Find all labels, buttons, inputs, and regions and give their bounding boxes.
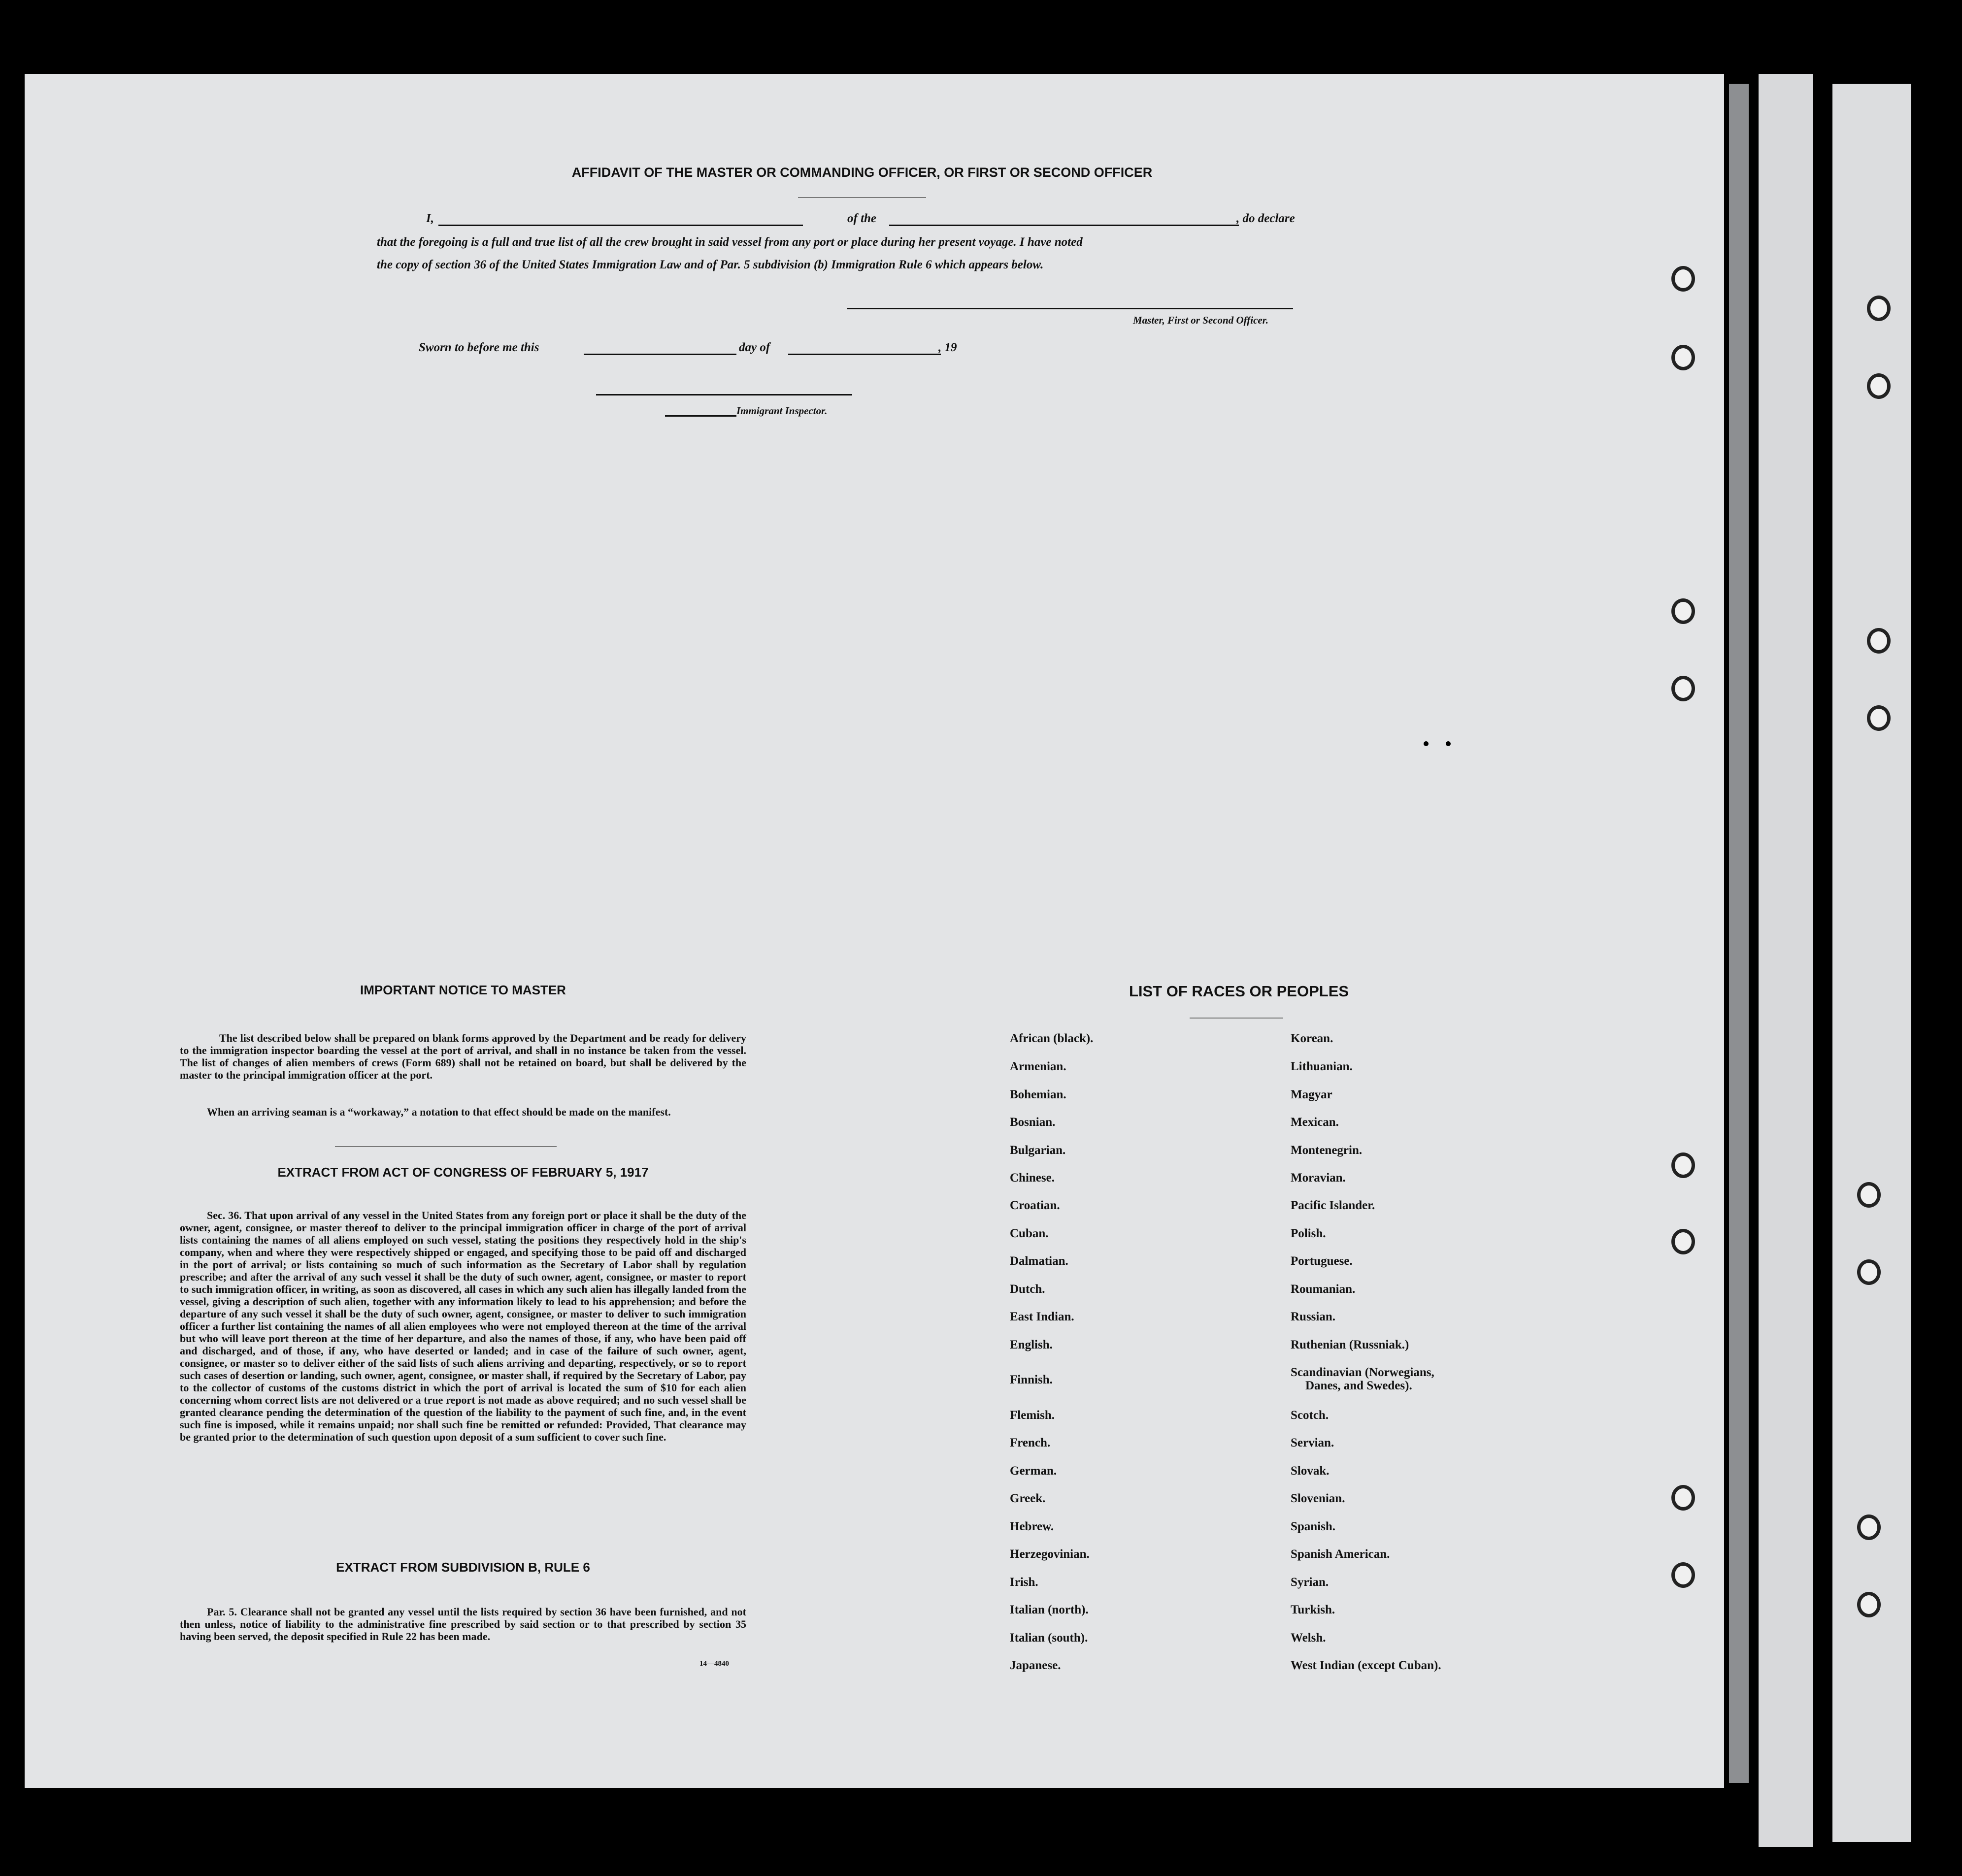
race-item: Magyar (1291, 1088, 1332, 1101)
race-item: Dutch. (1010, 1283, 1045, 1296)
race-item: Roumanian. (1291, 1283, 1356, 1296)
inspector-short-line (665, 415, 736, 417)
affidavit-line1-mid: of the (847, 212, 877, 225)
day-blank-line[interactable] (584, 354, 736, 355)
sworn-day: day of (739, 341, 770, 354)
race-item: Croatian. (1010, 1199, 1060, 1212)
race-item: Italian (south). (1010, 1631, 1088, 1645)
race-item: Greek. (1010, 1492, 1046, 1505)
race-item: Armenian. (1010, 1060, 1066, 1073)
race-item: French. (1010, 1436, 1051, 1449)
race-item: Korean. (1291, 1032, 1333, 1045)
month-blank-line[interactable] (788, 354, 941, 355)
punch-hole (1857, 1514, 1881, 1540)
race-item: Turkish. (1291, 1603, 1335, 1616)
punch-hole (1867, 296, 1891, 321)
sworn-year: , 19 (938, 341, 957, 354)
race-item: Spanish American. (1291, 1547, 1390, 1561)
race-item: West Indian (except Cuban). (1291, 1659, 1441, 1672)
race-item: Scandinavian (Norwegians, (1291, 1366, 1434, 1379)
signature-line[interactable] (847, 308, 1293, 309)
race-item: African (black). (1010, 1032, 1094, 1045)
rule-text: Par. 5. Clearance shall not be granted any vessel until the lists required by section 36 have been furnished, and not then unless, notice of liability to the administrative fine prescribed by said section or to that prescribed by section 35 having been served, the deposit specified in Rule 22 has been made. (180, 1606, 746, 1643)
divider (1190, 1018, 1283, 1019)
divider (798, 197, 926, 198)
race-item: Bohemian. (1010, 1088, 1066, 1101)
punch-hole (1671, 1562, 1695, 1588)
vessel-blank-line[interactable] (889, 225, 1239, 226)
race-item: Servian. (1291, 1436, 1334, 1449)
race-item: Slovenian. (1291, 1492, 1345, 1505)
race-item: English. (1010, 1338, 1053, 1351)
notice-paragraph-2: When an arriving seaman is a “workaway,” a notation to that effect should be made on the manifest. (207, 1106, 671, 1118)
race-item: Herzegovinian. (1010, 1547, 1090, 1561)
race-item: Russian. (1291, 1310, 1336, 1323)
inspector-signature-line[interactable] (596, 394, 852, 395)
punch-hole (1671, 345, 1695, 370)
race-item: Irish. (1010, 1576, 1038, 1589)
race-item: Slovak. (1291, 1464, 1330, 1478)
races-title: LIST OF RACES OR PEOPLES (1129, 983, 1349, 1000)
race-item: Italian (north). (1010, 1603, 1089, 1616)
race-item: Montenegrin. (1291, 1144, 1363, 1157)
race-item: Moravian. (1291, 1171, 1346, 1185)
ink-dot (1446, 741, 1451, 746)
punch-hole (1671, 1485, 1695, 1511)
race-item: Hebrew. (1010, 1520, 1054, 1533)
race-item: Syrian. (1291, 1576, 1329, 1589)
race-item: Finnish. (1010, 1373, 1053, 1386)
race-item: Bulgarian. (1010, 1144, 1066, 1157)
race-item: Lithuanian. (1291, 1060, 1353, 1073)
underlying-page-back (1832, 84, 1911, 1842)
ink-dot (1424, 741, 1429, 746)
affidavit-title: AFFIDAVIT OF THE MASTER OR COMMANDING OFFICER, OR FIRST OR SECOND OFFICER (571, 165, 1153, 180)
notice-paragraph-1: The list described below shall be prepared on blank forms approved by the Department and be ready for delivery to the immigration inspector boarding the vessel at the port of arrival, and shall in no instance be taken from the vessel. The list of changes of alien members of crews (Form 689) shall not be retained on board, but shall be delivered by the master to the principal immigration officer at the port. (180, 1032, 746, 1081)
race-item: Portuguese. (1291, 1254, 1353, 1268)
race-item: Dalmatian. (1010, 1254, 1068, 1268)
punch-hole (1671, 676, 1695, 701)
race-item: Cuban. (1010, 1227, 1049, 1240)
affidavit-line1-prefix: I, (426, 212, 434, 225)
race-item: Scotch. (1291, 1409, 1329, 1422)
race-item: Danes, and Swedes). (1305, 1379, 1412, 1392)
race-item: East Indian. (1010, 1310, 1074, 1323)
inspector-label: Immigrant Inspector. (736, 405, 828, 417)
punch-hole (1671, 266, 1695, 292)
rule-title: EXTRACT FROM SUBDIVISION B, RULE 6 (336, 1560, 590, 1575)
punch-hole (1857, 1259, 1881, 1285)
punch-hole (1867, 628, 1891, 654)
punch-hole (1671, 1229, 1695, 1254)
sworn-prefix: Sworn to before me this (419, 341, 539, 354)
binding-edge (1729, 84, 1749, 1783)
race-item: Spanish. (1291, 1520, 1336, 1533)
form-number: 14—4840 (699, 1660, 729, 1668)
punch-hole (1671, 598, 1695, 624)
punch-hole (1867, 705, 1891, 731)
race-item: Polish. (1291, 1227, 1326, 1240)
underlying-page (1759, 74, 1813, 1847)
race-item: Welsh. (1291, 1631, 1326, 1645)
punch-hole (1857, 1182, 1881, 1208)
affidavit-line2: that the foregoing is a full and true list of all the crew brought in said vessel from any port or place during her present voyage. I have noted (377, 235, 1083, 249)
affidavit-line3: the copy of section 36 of the United States Immigration Law and of Par. 5 subdivision (b) Immigration Rule 6 which appears below. (377, 258, 1044, 271)
signature-label: Master, First or Second Officer. (1133, 314, 1268, 326)
race-item: Flemish. (1010, 1409, 1055, 1422)
race-item: Bosnian. (1010, 1116, 1056, 1129)
race-item: Mexican. (1291, 1116, 1339, 1129)
act-title: EXTRACT FROM ACT OF CONGRESS OF FEBRUARY 5, 1917 (277, 1165, 649, 1180)
race-item: German. (1010, 1464, 1057, 1478)
race-item: Pacific Islander. (1291, 1199, 1375, 1212)
race-item: Japanese. (1010, 1659, 1061, 1672)
divider (335, 1146, 557, 1147)
race-item: Ruthenian (Russniak.) (1291, 1338, 1409, 1351)
affidavit-line1-suffix: , do declare (1236, 212, 1295, 225)
punch-hole (1857, 1592, 1881, 1617)
form-page (25, 74, 1724, 1788)
race-item: Chinese. (1010, 1171, 1055, 1185)
punch-hole (1671, 1152, 1695, 1178)
punch-hole (1867, 373, 1891, 399)
name-blank-line[interactable] (438, 225, 803, 226)
act-text: Sec. 36. That upon arrival of any vessel in the United States from any foreign port or place it shall be the duty of the owner, agent, consignee, or master thereof to deliver to the principal immigration officer in charge of the port of arrival lists containing the names of all aliens employed on such vessel, stating the positions they respectively hold in the ship's company, when and where they were respectively shipped or engaged, and specifying those to be paid off and discharged in the port of arrival; or lists containing so much of such information as the Secretary of Labor shall by regulation prescribe; and after the arrival of any such vessel it shall be the duty of such owner, agent, consignee, or master to report to such immigration officer, in writing, as soon as discovered, all cases in which any such alien has illegally landed from the vessel, giving a description of such alien, together with any information likely to lead to his apprehension; and before the departure of any such vessel it shall be the duty of such owner, agent, consignee, or master to deliver to such immigration officer a further list containing the names of all alien employees who were not employed thereon at the time of the arrival but who will leave port thereon at the time of her departure, and also the names of those, if any, who have been paid off and discharged, and of those, if any, who have deserted or landed; and in case of the failure of such owner, agent, consignee, or master so to deliver either of the said lists of such aliens arriving and departing, respectively, or so to report such cases of desertion or landing, such owner, agent, consignee, or master shall, if required by the Secretary of Labor, pay to the collector of customs of the customs district in which the port of arrival is located the sum of $10 for each alien concerning whom correct lists are not delivered or a true report is not made as above required; and no such vessel shall be granted clearance pending the determination of the question of the liability to the payment of such fine, and, in the event such fine is imposed, while it remains unpaid; nor shall such fine be remitted or refunded: Provided, That clearance may be granted prior to the determination of such question upon deposit of a sum sufficient to cover such fine. (180, 1209, 746, 1443)
notice-title: IMPORTANT NOTICE TO MASTER (360, 983, 566, 997)
